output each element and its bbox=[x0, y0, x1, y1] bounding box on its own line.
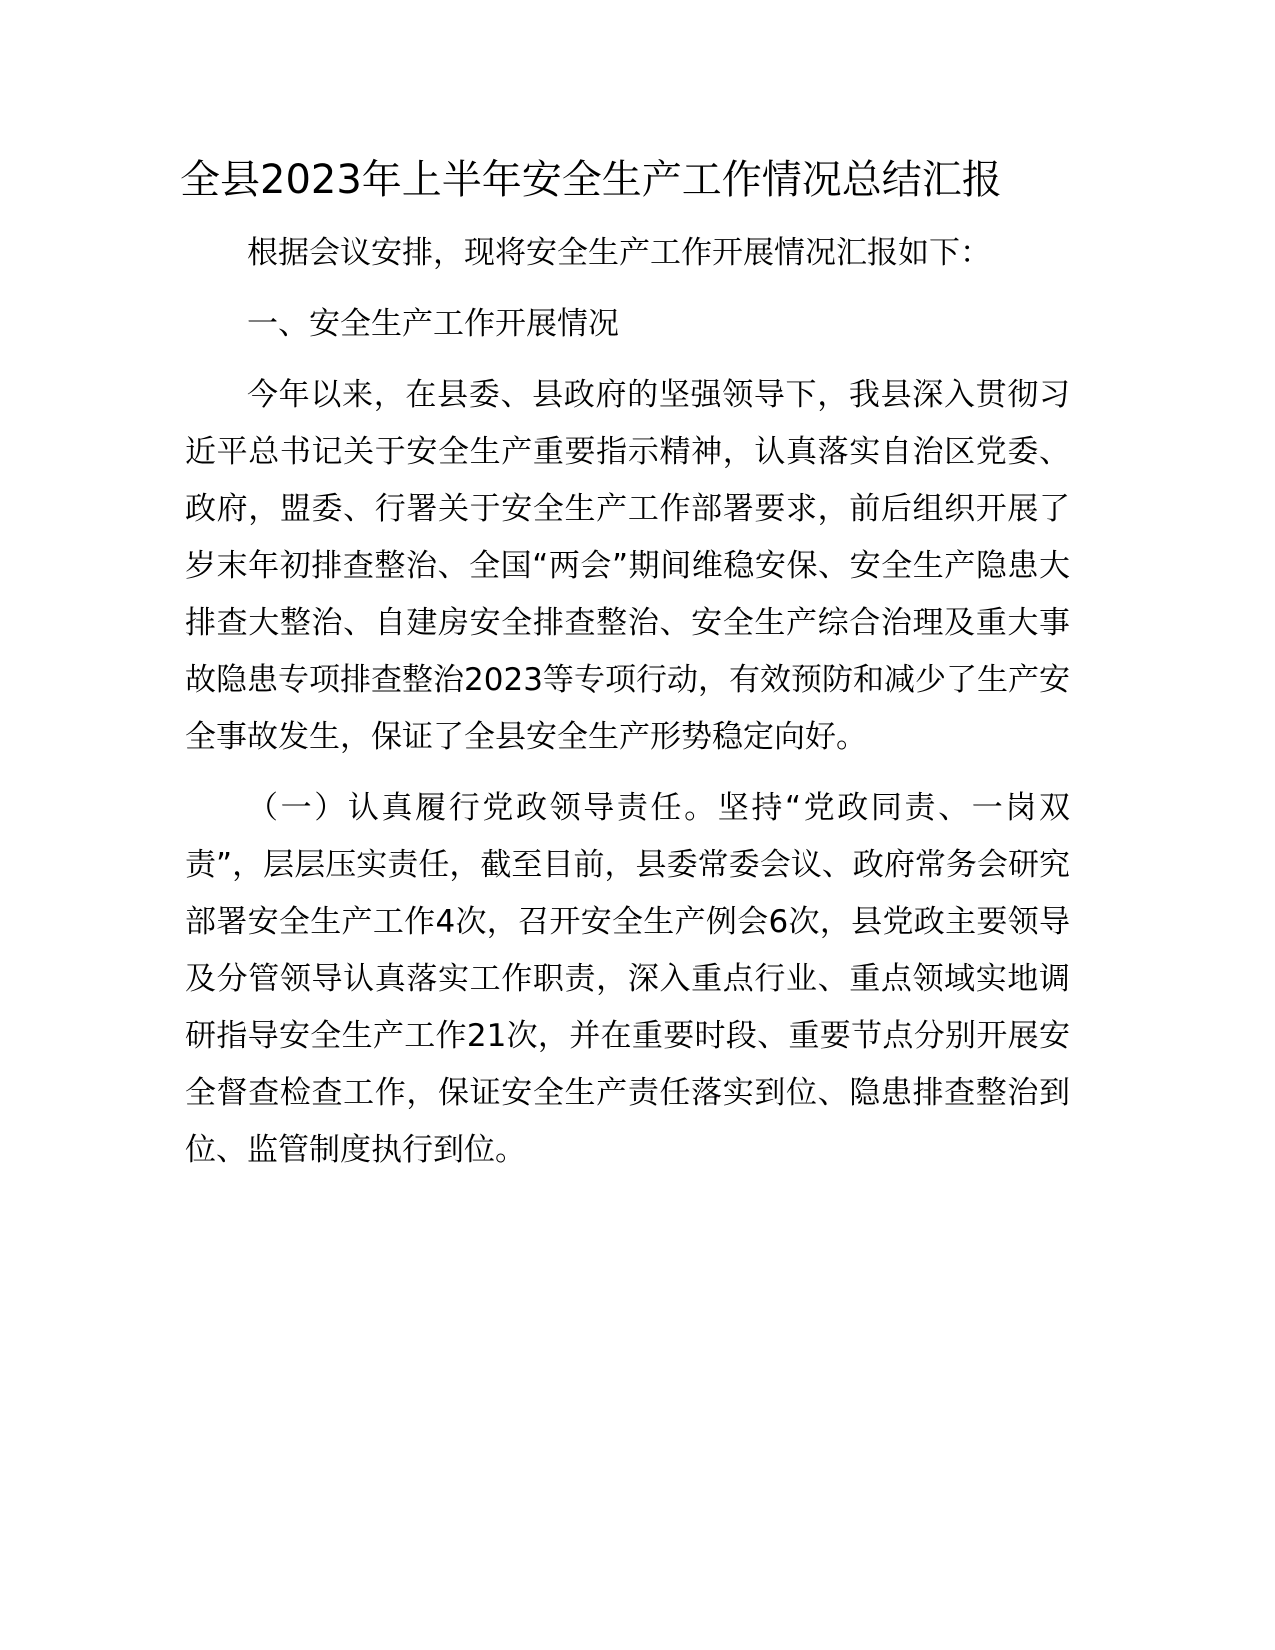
section-heading: 一、安全生产工作开展情况 bbox=[247, 306, 619, 342]
document-body bbox=[185, 225, 1070, 1193]
intro-paragraph: 根据会议安排，现将安全生产工作开展情况汇报如下： bbox=[247, 235, 991, 271]
body-paragraph-2: （一）认真履行党政领导责任。坚持“党政同责、一岗双责”，层层压实责任，截至目前，县委常委会议、政府常务会研究部署安全生产工作4次，召开安全生产例会6次，县党政主要领导及分管领导认真落实工作职责，深入重点行业、重点领域实地调研指导安全生产工作21次，并在重要时段、重要节点分别开展安全督查检查工作，保证安全生产责任落实到位、隐患排查整治到位、监管制度执行到位。 bbox=[185, 790, 1070, 1168]
document-title: 全县2023年上半年安全生产工作情况总结汇报 bbox=[180, 157, 1002, 203]
body-paragraph-1: 今年以来，在县委、县政府的坚强领导下，我县深入贯彻习近平总书记关于安全生产重要指示精神，认真落实自治区党委、政府，盟委、行署关于安全生产工作部署要求，前后组织开展了岁末年初排查整治、全国“两会”期间维稳安保、安全生产隐患大排查大整治、自建房安全排查整治、安全生产综合治理及重大事故隐患专项排查整治2023等专项行动，有效预防和减少了生产安全事故发生，保证了全县安全生产形势稳定向好。 bbox=[185, 377, 1070, 755]
